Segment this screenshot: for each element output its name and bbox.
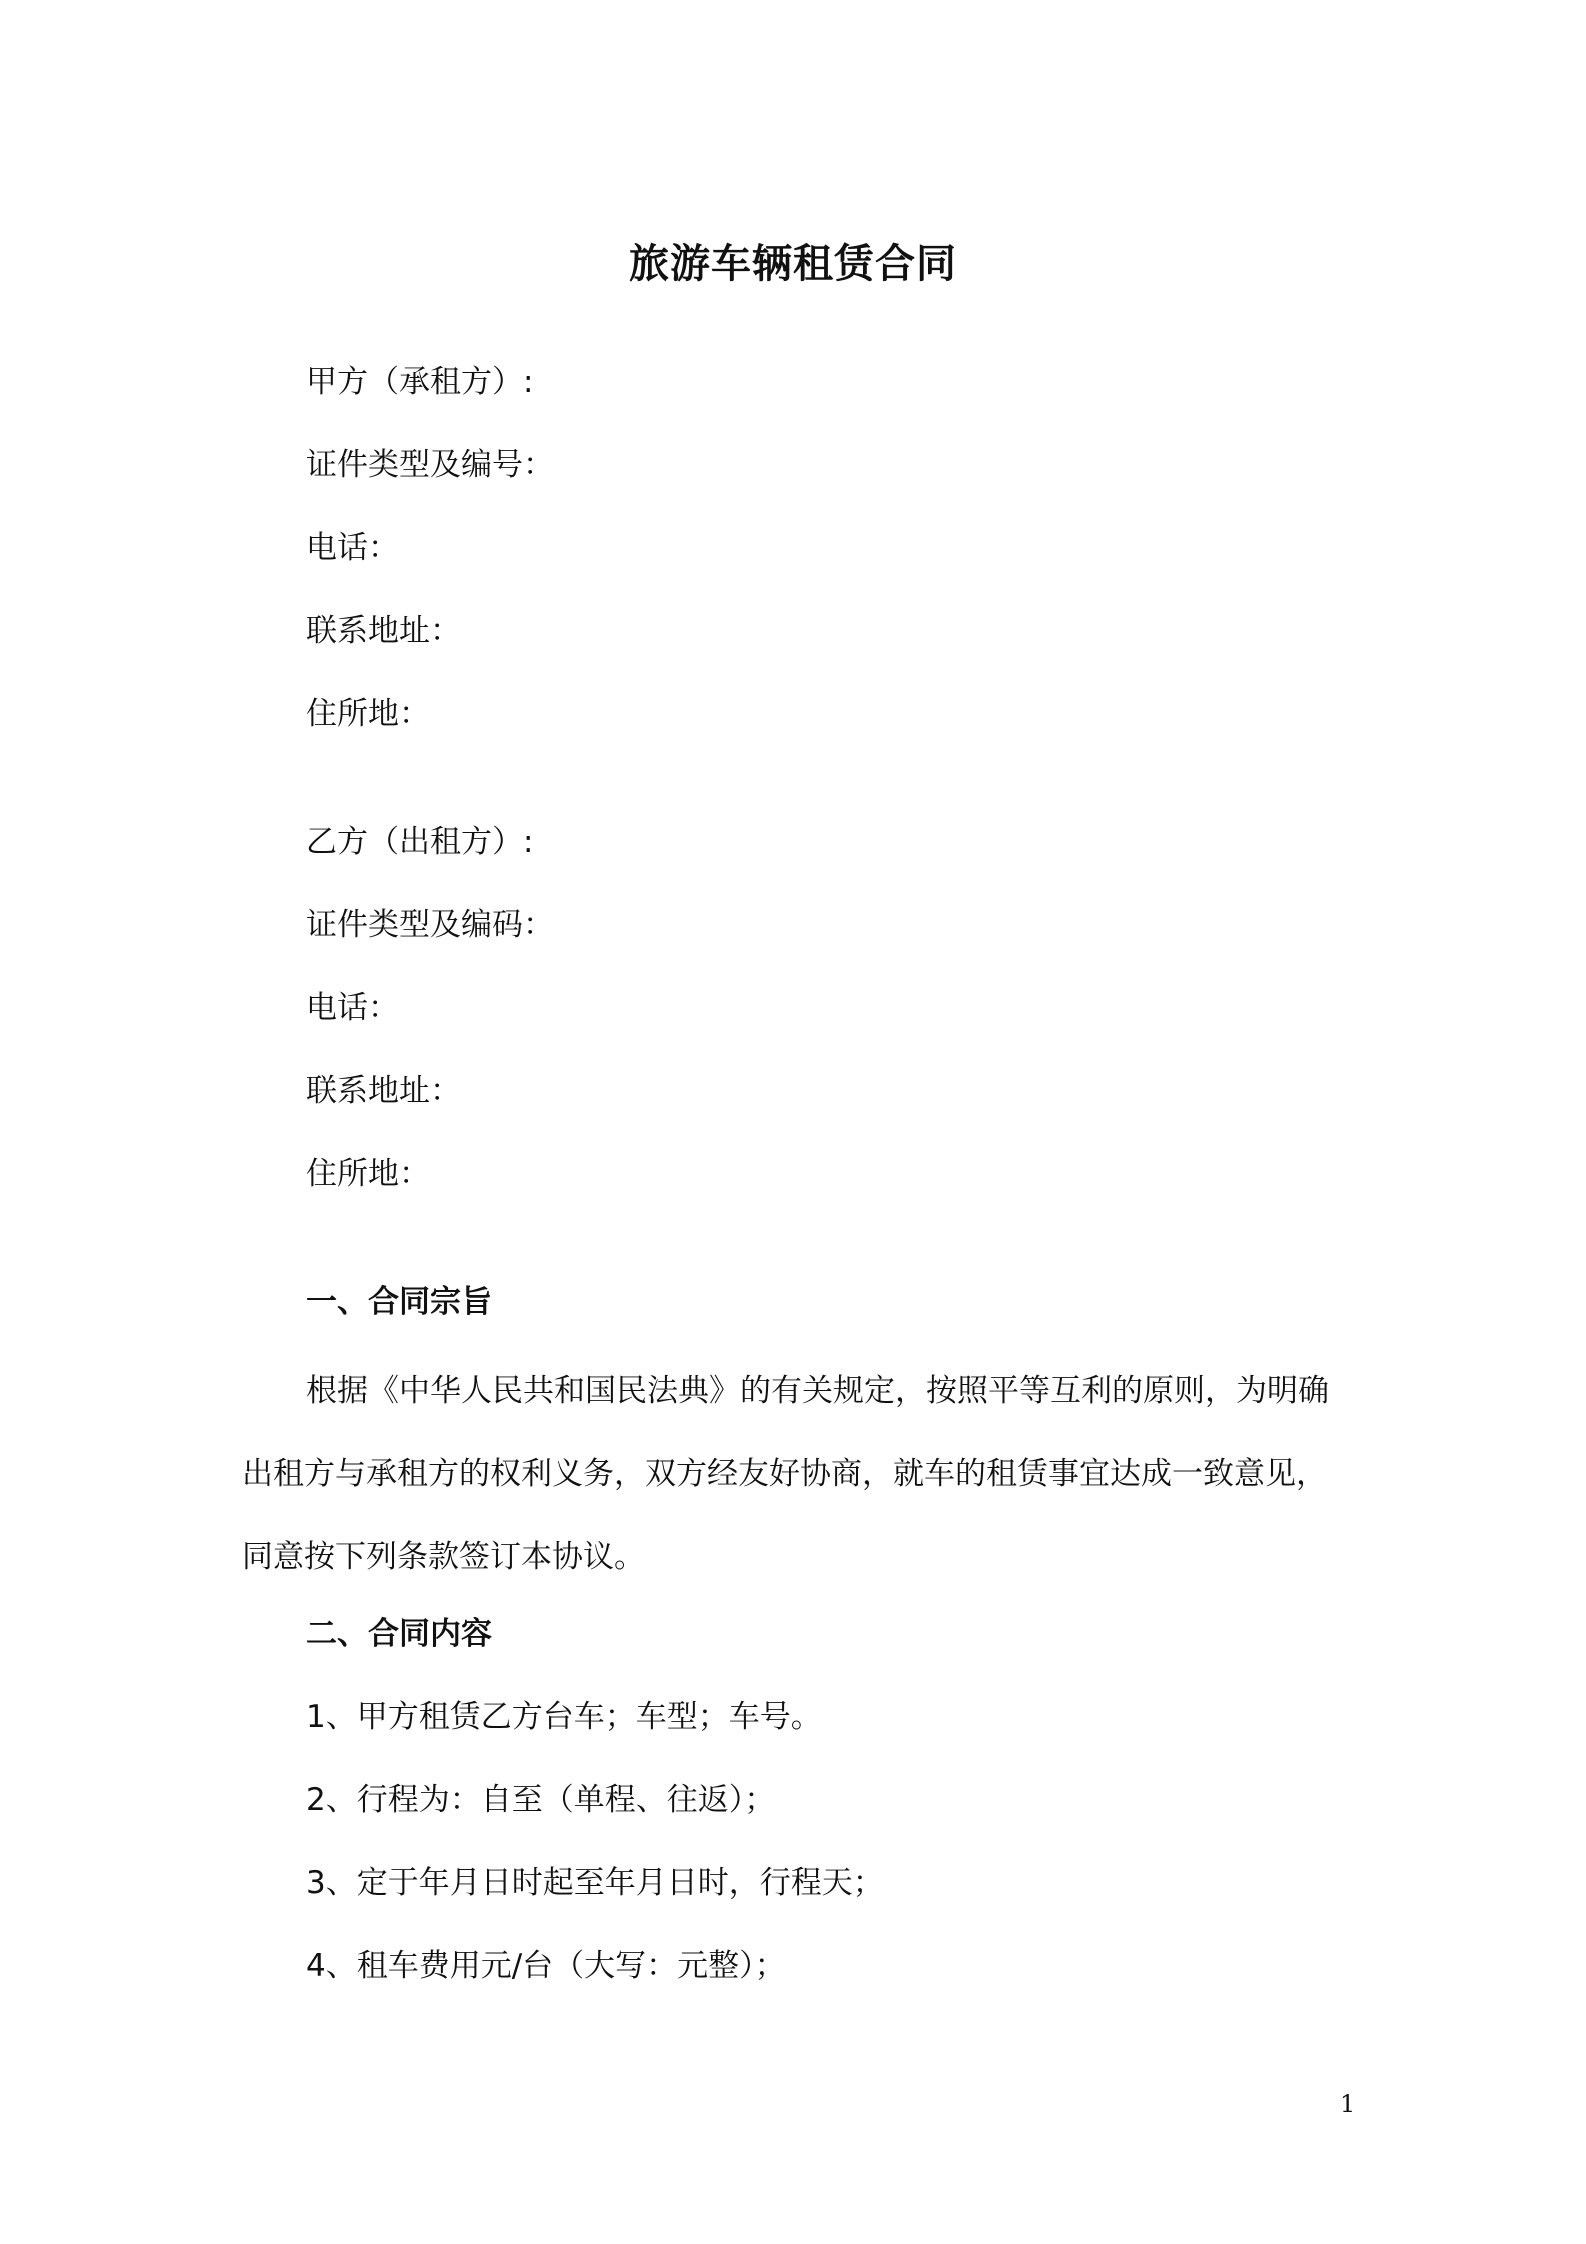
party-a-address-label: 联系地址： <box>306 613 461 649</box>
party-a-phone-label: 电话： <box>306 530 399 566</box>
document-title: 旅游车辆租赁合同 <box>629 241 957 287</box>
party-b-name-label: 乙方（出租方）: <box>306 824 534 860</box>
section-1-paragraph-line: 根据《中华人民共和国民法典》的有关规定，按照平等互利的原则，为明确 <box>306 1373 1329 1409</box>
page-number: 1 <box>1340 2090 1356 2118</box>
party-a-id-label: 证件类型及编号： <box>306 447 554 483</box>
section-2-item: 3、定于年月日时起至年月日时，行程天； <box>306 1865 884 1901</box>
party-b-residence-label: 住所地： <box>306 1156 430 1192</box>
party-a-residence-label: 住所地： <box>306 696 430 732</box>
party-a-name-label: 甲方（承租方）: <box>306 364 534 400</box>
party-b-phone-label: 电话： <box>306 990 399 1026</box>
party-b-id-label: 证件类型及编码： <box>306 907 554 943</box>
section-2-heading: 二、合同内容 <box>306 1616 492 1652</box>
section-2-item: 1、甲方租赁乙方台车；车型；车号。 <box>306 1699 822 1735</box>
section-2-item: 4、租车费用元/台（大写：元整）； <box>306 1948 786 1984</box>
section-1-paragraph-line: 出租方与承租方的权利义务，双方经友好协商，就车的租赁事宜达成一致意见， <box>242 1456 1327 1492</box>
section-1-heading: 一、合同宗旨 <box>306 1284 492 1320</box>
party-b-address-label: 联系地址： <box>306 1073 461 1109</box>
section-1-paragraph-line: 同意按下列条款签订本协议。 <box>242 1539 645 1575</box>
section-2-item: 2、行程为：自至（单程、往返）； <box>306 1782 776 1818</box>
